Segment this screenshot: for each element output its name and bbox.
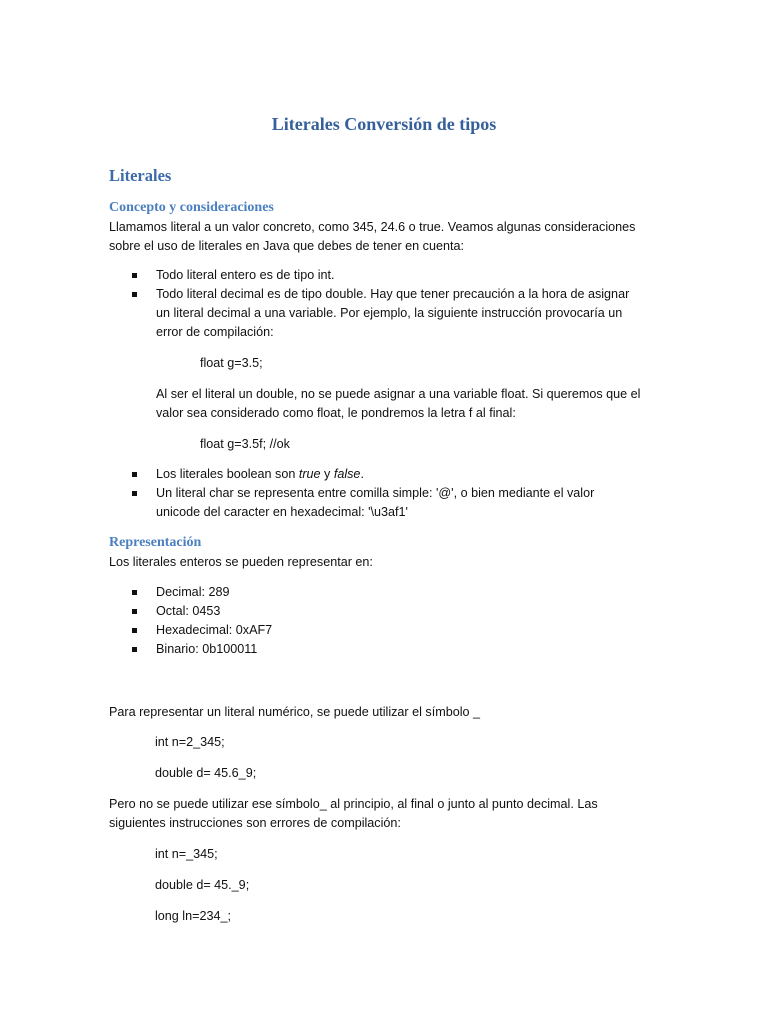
code-error-int: int n=_345; [155,847,218,861]
bullet-marker [132,628,137,633]
restriction-line-1: Pero no se puede utilizar ese símbolo_ al principio, al final o junto al punto decimal. Las [109,797,598,811]
bullet-marker [132,647,137,652]
code-example-float: float g=3.5; [200,356,263,370]
bullet-double-line-2: un literal decimal a una variable. Por ejemplo, la siguiente instrucción provocaría un [156,306,623,320]
page-title: Literales Conversión de tipos [271,114,497,134]
bullet-double-line-3: error de compilación: [156,325,274,339]
underscore-intro: Para representar un literal numérico, se puede utilizar el símbolo _ [109,705,481,719]
bullet-boolean [156,465,364,484]
list-item-binary: Binario: 0b100011 [156,642,258,656]
intro-text-line-2: sobre el uso de literales en Java que debes de tener en cuenta: [109,239,464,253]
bullet-marker [132,491,137,496]
list-item-octal: Octal: 0453 [156,604,221,618]
code-example-float-ok: float g=3.5f; //ok [200,437,290,451]
intro-text-line-1: Llamamos literal a un valor concreto, como 345, 24.6 o true. Veamos algunas consideraciones [109,220,636,234]
code-double-underscore: double d= 45.6_9; [155,766,257,780]
subheading-concepto: Concepto y consideraciones [109,200,274,215]
section-heading-literales: Literales [109,166,172,185]
list-item-hexadecimal: Hexadecimal: 0xAF7 [156,623,273,637]
bullet-double-line-1: Todo literal decimal es de tipo double. Hay que tener precaución a la hora de asignar [156,287,630,301]
restriction-line-2: siguientes instrucciones son errores de compilación: [109,816,401,830]
subheading-representacion: Representación [109,535,202,550]
bullet-marker [132,292,137,297]
bullet-boolean-middle: y [320,467,334,481]
explanation-line-2: valor sea considerado como float, le pondremos la letra f al final: [156,406,516,420]
list-item-decimal: Decimal: 289 [156,585,230,599]
keyword-true: true [298,467,321,481]
bullet-boolean-prefix: Los literales boolean son [156,467,299,481]
bullet-int: Todo literal entero es de tipo int. [156,268,335,282]
bullet-boolean-suffix: . [360,467,364,481]
bullet-char-line-2: unicode del caracter en hexadecimal: '\u3af1' [156,505,408,519]
bullet-marker [132,590,137,595]
bullet-marker [132,273,137,278]
code-int-underscore: int n=2_345; [155,735,225,749]
bullet-char-line-1: Un literal char se representa entre comilla simple: '@', o bien mediante el valor [156,486,595,500]
keyword-false: false [333,467,361,481]
bullet-marker [132,472,137,477]
explanation-line-1: Al ser el literal un double, no se puede asignar a una variable float. Si queremos que el [156,387,641,401]
code-error-double: double d= 45._9; [155,878,250,892]
bullet-marker [132,609,137,614]
representation-intro: Los literales enteros se pueden representar en: [109,555,373,569]
code-error-long: long ln=234_; [155,909,231,923]
